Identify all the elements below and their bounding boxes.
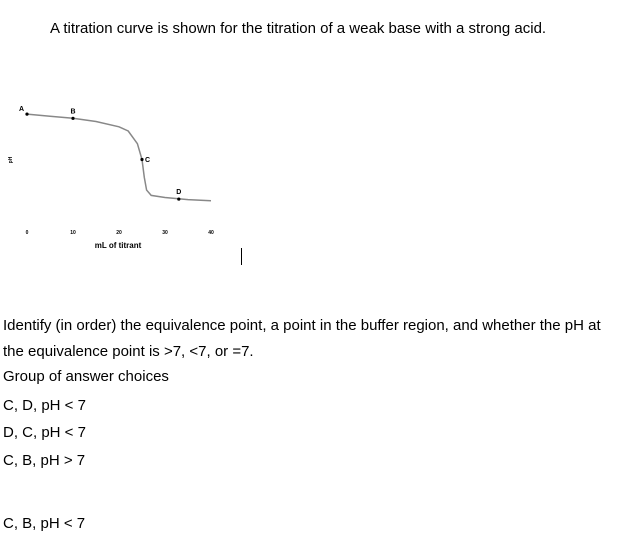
point-label-b: B xyxy=(70,108,76,116)
answer-choice-1[interactable]: C, D, pH < 7 xyxy=(3,397,86,414)
x-tick-label-20: 20 xyxy=(116,230,122,236)
answer-group-label: Group of answer choices xyxy=(3,368,169,385)
question-text: Identify (in order) the equivalence point, a point in the buffer region, and whether the pH at the equivalence point is >7, <7, or =7. xyxy=(3,317,601,360)
x-tick-label-10: 10 xyxy=(70,230,76,236)
point-label-a: A xyxy=(18,106,24,114)
point-label-c: C xyxy=(145,157,151,164)
answer-choice-4[interactable]: C, B, pH < 7 xyxy=(3,515,86,532)
titration-curve-line xyxy=(27,114,211,201)
x-tick-label-0: 0 xyxy=(25,230,29,236)
text-cursor xyxy=(241,248,242,265)
answer-choice-2[interactable]: D, C, pH < 7 xyxy=(3,424,86,441)
y-axis-label: pH xyxy=(8,156,14,164)
point-label-d: D xyxy=(176,189,182,197)
question-header: A titration curve is shown for the titration of a weak base with a strong acid. xyxy=(50,20,547,37)
point-marker-b xyxy=(71,117,74,120)
answer-choice-3[interactable]: C, B, pH > 7 xyxy=(3,452,86,469)
x-tick-label-40: 40 xyxy=(208,230,214,236)
point-marker-c xyxy=(140,158,143,161)
x-tick-label-30: 30 xyxy=(162,230,168,236)
point-marker-d xyxy=(177,197,180,200)
x-axis-label: mL of titrant xyxy=(94,241,142,250)
point-marker-a xyxy=(25,113,28,116)
titration-chart xyxy=(0,92,230,262)
